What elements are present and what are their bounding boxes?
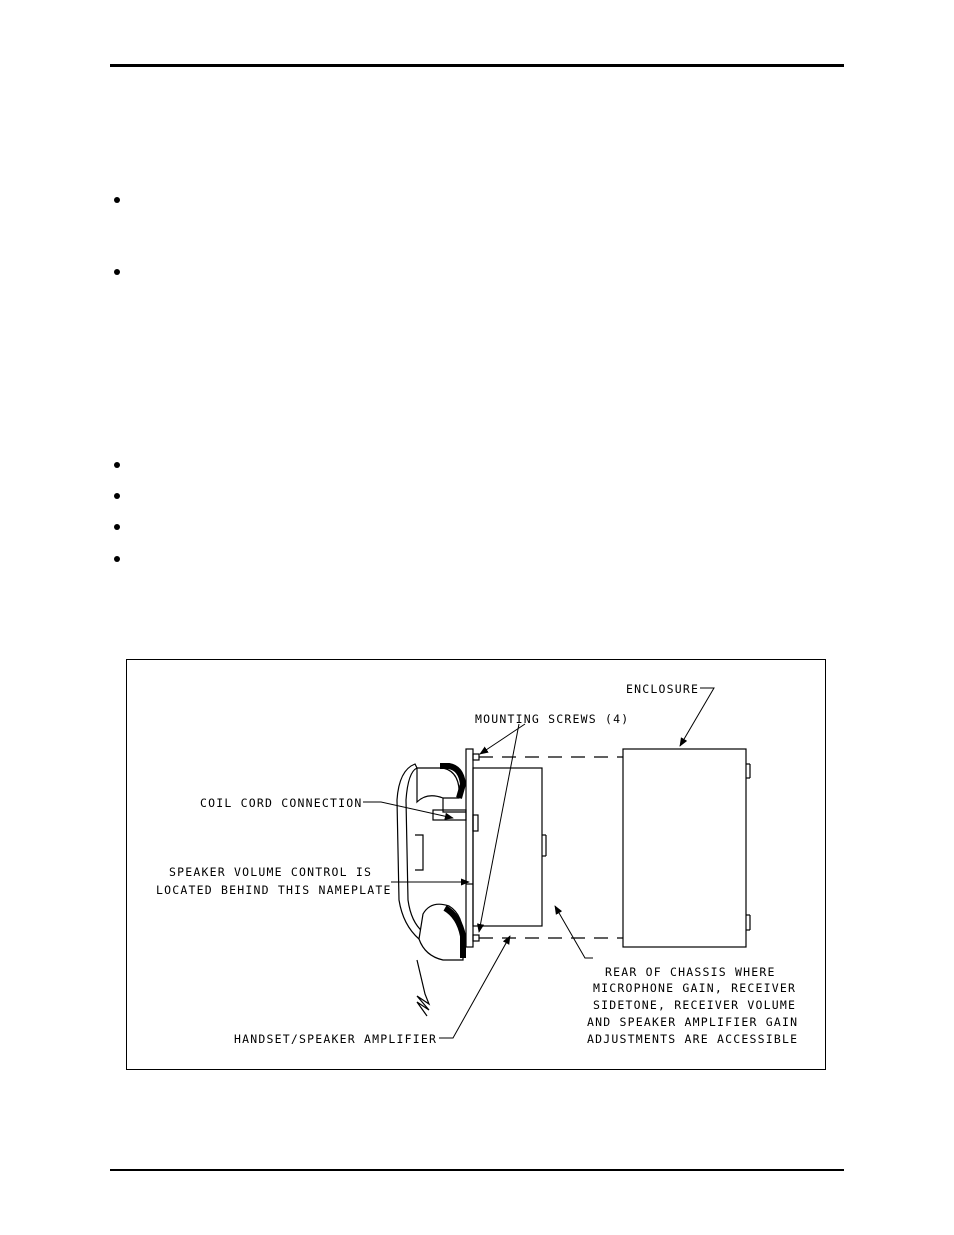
label-coil-cord: COIL CORD CONNECTION (200, 796, 363, 810)
label-rear-chassis-4: AND SPEAKER AMPLIFIER GAIN (587, 1015, 799, 1029)
label-handset-amplifier: HANDSET/SPEAKER AMPLIFIER (234, 1032, 438, 1046)
bullet-2 (113, 268, 123, 278)
enclosure-box (623, 749, 746, 947)
bullet-4 (113, 492, 123, 502)
faceplate (466, 749, 473, 947)
mounting-diagram-figure (126, 659, 826, 1070)
header-rule (110, 64, 844, 67)
bullet-1 (113, 196, 123, 206)
label-speaker-volume-2: LOCATED BEHIND THIS NAMEPLATE (156, 883, 392, 897)
label-rear-chassis-5: ADJUSTMENTS ARE ACCESSIBLE (587, 1032, 799, 1046)
label-enclosure: ENCLOSURE (626, 682, 700, 696)
label-rear-chassis-3: SIDETONE, RECEIVER VOLUME (593, 998, 797, 1012)
bullet-6 (113, 555, 123, 565)
chassis (473, 768, 542, 926)
label-mounting-screws: MOUNTING SCREWS (4) (475, 712, 630, 726)
footer-rule (110, 1169, 844, 1171)
mounting-diagram (127, 660, 827, 1071)
bullet-3 (113, 461, 123, 471)
label-rear-chassis-2: MICROPHONE GAIN, RECEIVER (593, 981, 797, 995)
label-speaker-volume-1: SPEAKER VOLUME CONTROL IS (169, 865, 373, 879)
label-rear-chassis-1: REAR OF CHASSIS WHERE (605, 965, 776, 979)
bullet-5 (113, 523, 123, 533)
